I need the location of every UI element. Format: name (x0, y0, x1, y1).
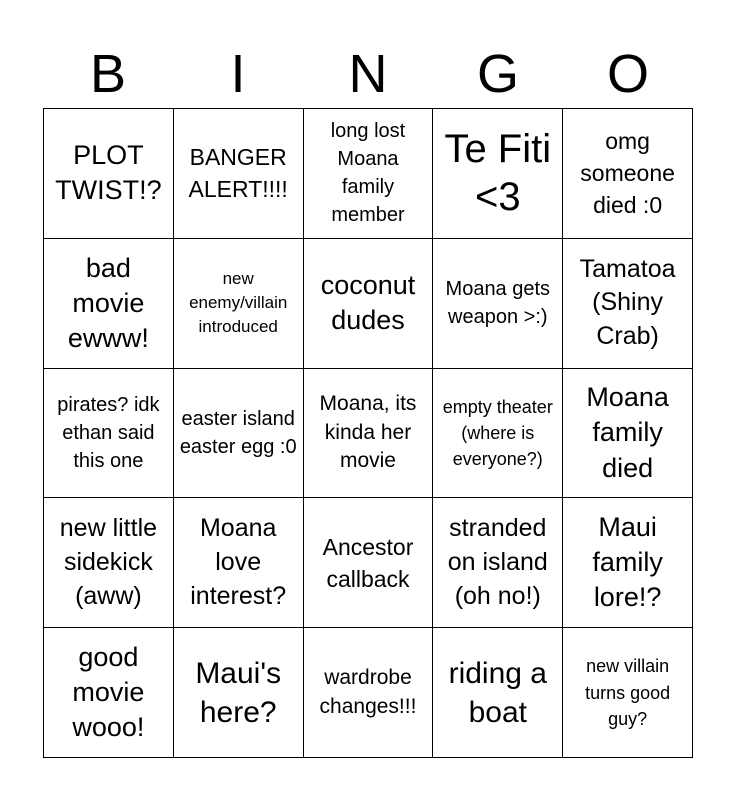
bingo-cell[interactable] (433, 628, 563, 758)
bingo-header (43, 40, 693, 108)
cell-text: PLOT TWIST!? (55, 140, 162, 206)
bingo-cell[interactable] (304, 628, 434, 758)
bingo-cell[interactable] (304, 239, 434, 369)
bingo-cell[interactable] (44, 109, 174, 239)
bingo-cell[interactable] (563, 109, 693, 239)
cell-text: new enemy/villain introduced (189, 269, 288, 337)
cell-text: bad movie ewww! (67, 252, 149, 353)
bingo-cell[interactable] (563, 498, 693, 628)
cell-text: new little sidekick (aww) (59, 514, 158, 610)
header-letter-g: G (476, 44, 519, 104)
bingo-cell[interactable] (433, 239, 563, 369)
cell-text: Moana gets weapon >:) (445, 278, 551, 329)
cell-text: Moana love interest? (190, 514, 287, 610)
bingo-cell[interactable] (433, 498, 563, 628)
header-letter-o: O (606, 44, 649, 104)
bingo-cell[interactable] (174, 498, 304, 628)
cell-text: Maui's here? (195, 656, 282, 729)
cell-text: Tamatoa (Shiny Crab) (579, 254, 676, 351)
cell-text: BANGER ALERT!!!! (188, 144, 288, 203)
bingo-cell[interactable] (44, 239, 174, 369)
header-letter-b: B (89, 44, 127, 104)
cell-text: wardrobe changes!!! (319, 665, 417, 718)
bingo-cell[interactable] (44, 369, 174, 499)
bingo-cell[interactable] (44, 628, 174, 758)
cell-text: stranded on island (oh no!) (447, 514, 548, 610)
cell-text: Moana, its kinda her movie (319, 391, 417, 473)
cell-text: easter island easter egg :0 (179, 407, 297, 458)
cell-text: long lost Moana family member (330, 120, 406, 227)
bingo-cell[interactable] (174, 369, 304, 499)
cell-text: coconut dudes (320, 270, 416, 336)
bingo-cell[interactable] (174, 628, 304, 758)
bingo-cell[interactable] (433, 109, 563, 239)
bingo-board (43, 108, 693, 758)
bingo-cell[interactable] (304, 498, 434, 628)
cell-text: omg someone died :0 (580, 128, 675, 219)
cell-text: good movie wooo! (72, 641, 145, 743)
cell-text: Te Fiti <3 (444, 126, 552, 220)
bingo-cell[interactable] (563, 628, 693, 758)
bingo-cell[interactable] (304, 109, 434, 239)
cell-text: empty theater (where is everyone?) (442, 396, 553, 470)
bingo-cell[interactable] (433, 369, 563, 499)
bingo-cell[interactable] (174, 239, 304, 369)
header-letter-n: N (348, 44, 388, 104)
cell-text: pirates? idk ethan said this one (57, 393, 160, 472)
bingo-cell[interactable] (304, 369, 434, 499)
bingo-cell[interactable] (563, 239, 693, 369)
bingo-cell[interactable] (563, 369, 693, 499)
bingo-cell[interactable] (44, 498, 174, 628)
cell-text: new villain turns good guy? (585, 656, 671, 729)
cell-text: Maui family lore!? (592, 512, 663, 613)
cell-text: Moana family died (586, 382, 669, 483)
cell-text: riding a boat (448, 656, 547, 729)
cell-text: Ancestor callback (322, 533, 414, 592)
header-letter-i: I (230, 44, 246, 104)
bingo-cell[interactable] (174, 109, 304, 239)
